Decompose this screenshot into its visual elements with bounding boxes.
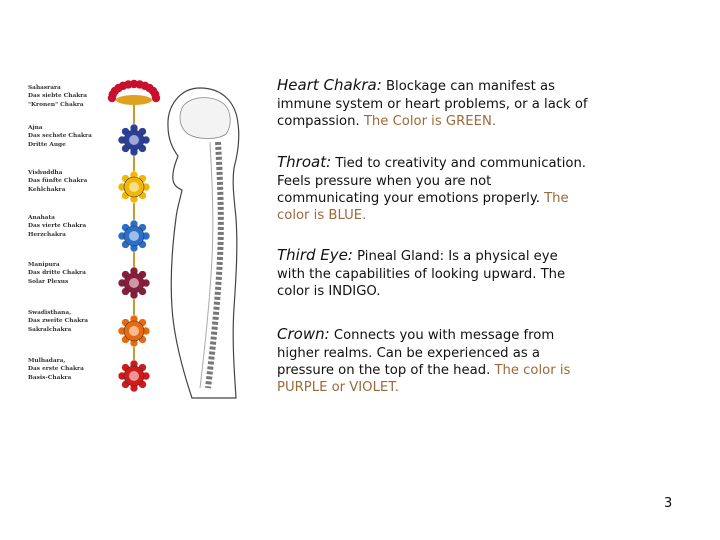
chakra-illustration [22, 68, 258, 404]
paragraph-text: Pineal Gland: Is a physical eye [357, 249, 558, 264]
chakra-label-line: Das zweite Chakra [28, 318, 89, 325]
chakra-label-line: Basis-Chakra [28, 374, 72, 381]
chakra-center [129, 278, 139, 288]
page-number: 3 [664, 496, 673, 511]
chakra-paragraph [277, 325, 622, 396]
paragraph-line [277, 113, 622, 130]
chakra-center [129, 231, 139, 241]
paragraph-first-line [277, 76, 622, 96]
chakra-paragraph [277, 153, 622, 224]
paragraph-line [277, 345, 622, 362]
paragraph-text: color is INDIGO. [277, 284, 381, 299]
paragraph-line [277, 207, 622, 224]
chakra-symbol-icon [118, 360, 150, 392]
chakra-label-line: Dritte Auge [28, 141, 66, 148]
chakra-label-line: Das fünfte Chakra [28, 178, 88, 185]
chakra-center [129, 371, 139, 381]
paragraph-line [277, 283, 622, 300]
paragraph-text: communicating your emotions properly. [277, 191, 545, 206]
paragraph-line [277, 96, 622, 113]
color-statement: The [544, 191, 569, 206]
paragraph-first-line [277, 325, 622, 345]
color-statement: color is BLUE. [277, 208, 367, 223]
paragraph-line [277, 173, 622, 190]
paragraph-text: immune system or heart problems, or a lack of [277, 97, 588, 112]
color-statement: The Color is GREEN. [363, 114, 497, 129]
chakra-symbol-icon [118, 171, 150, 203]
paragraph-first-line [277, 246, 622, 266]
chakra-label-line: Mulhadara, [28, 358, 66, 364]
chakra-crown-base [116, 95, 152, 105]
paragraph-heading: Throat: [277, 153, 332, 171]
paragraph-heading: Crown: [277, 325, 330, 343]
chakra-center [129, 326, 139, 336]
chakra-label-line: Herzchakra [28, 231, 66, 238]
chakra-label-line: Das vierte Chakra [28, 223, 87, 230]
chakra-label-line: Manipura [28, 262, 60, 268]
paragraph-text: Feels pressure when you are not [277, 174, 492, 189]
paragraph-text: compassion. [277, 114, 364, 129]
chakra-symbol-icon [118, 315, 150, 347]
chakra-center [129, 182, 139, 192]
paragraph-text: with the capabilities of looking upward. The [277, 267, 566, 282]
chakra-center [129, 135, 139, 145]
chakra-label-line: Sakralchakra [28, 326, 72, 333]
paragraph-text: Tied to creativity and communication. [335, 156, 586, 171]
chakra-label-line: Anahata [28, 215, 55, 221]
chakra-label-line: Kehlchakra [28, 186, 66, 193]
paragraph-heading: Heart Chakra: [277, 76, 382, 94]
chakra-label-line: Das siebte Chakra [28, 93, 88, 100]
chakra-label-line: Swadisthana, [28, 310, 72, 316]
chakra-petal [152, 94, 160, 102]
chakra-label-line: Das dritte Chakra [28, 270, 86, 277]
chakra-label-line: Solar Plexus [28, 278, 69, 285]
paragraph-line [277, 190, 622, 207]
chakra-label-line: "Kronen" Chakra [28, 101, 84, 108]
chakra-paragraph [277, 76, 622, 130]
paragraph-line [277, 362, 622, 379]
paragraph-line [277, 266, 622, 283]
paragraph-first-line [277, 153, 622, 173]
color-statement: PURPLE or VIOLET. [277, 380, 399, 395]
chakra-label-line: Vishuddha [28, 170, 63, 176]
paragraph-heading: Third Eye: [277, 246, 353, 264]
chakra-label-line: Sahasrara [28, 85, 61, 91]
chakra-symbol-icon [118, 220, 150, 252]
paragraph-text: Blockage can manifest as [386, 79, 555, 94]
paragraph-text: higher realms. Can be experienced as a [277, 346, 540, 361]
paragraph-text: pressure on the top of the head. [277, 363, 495, 378]
chakra-symbol-icon [118, 267, 150, 299]
chakra-symbols [22, 68, 258, 404]
chakra-label-line: Das sechste Chakra [28, 133, 92, 140]
chakra-paragraph [277, 246, 622, 300]
chakra-symbol-icon [118, 124, 150, 156]
chakra-label-line: Ajna [28, 125, 43, 131]
chakra-symbol-icon [108, 80, 160, 105]
color-statement: The color is [494, 363, 571, 378]
paragraph-text: Connects you with message from [333, 328, 555, 343]
chakra-label-line: Das erste Chakra [28, 366, 84, 373]
paragraph-line [277, 379, 622, 396]
